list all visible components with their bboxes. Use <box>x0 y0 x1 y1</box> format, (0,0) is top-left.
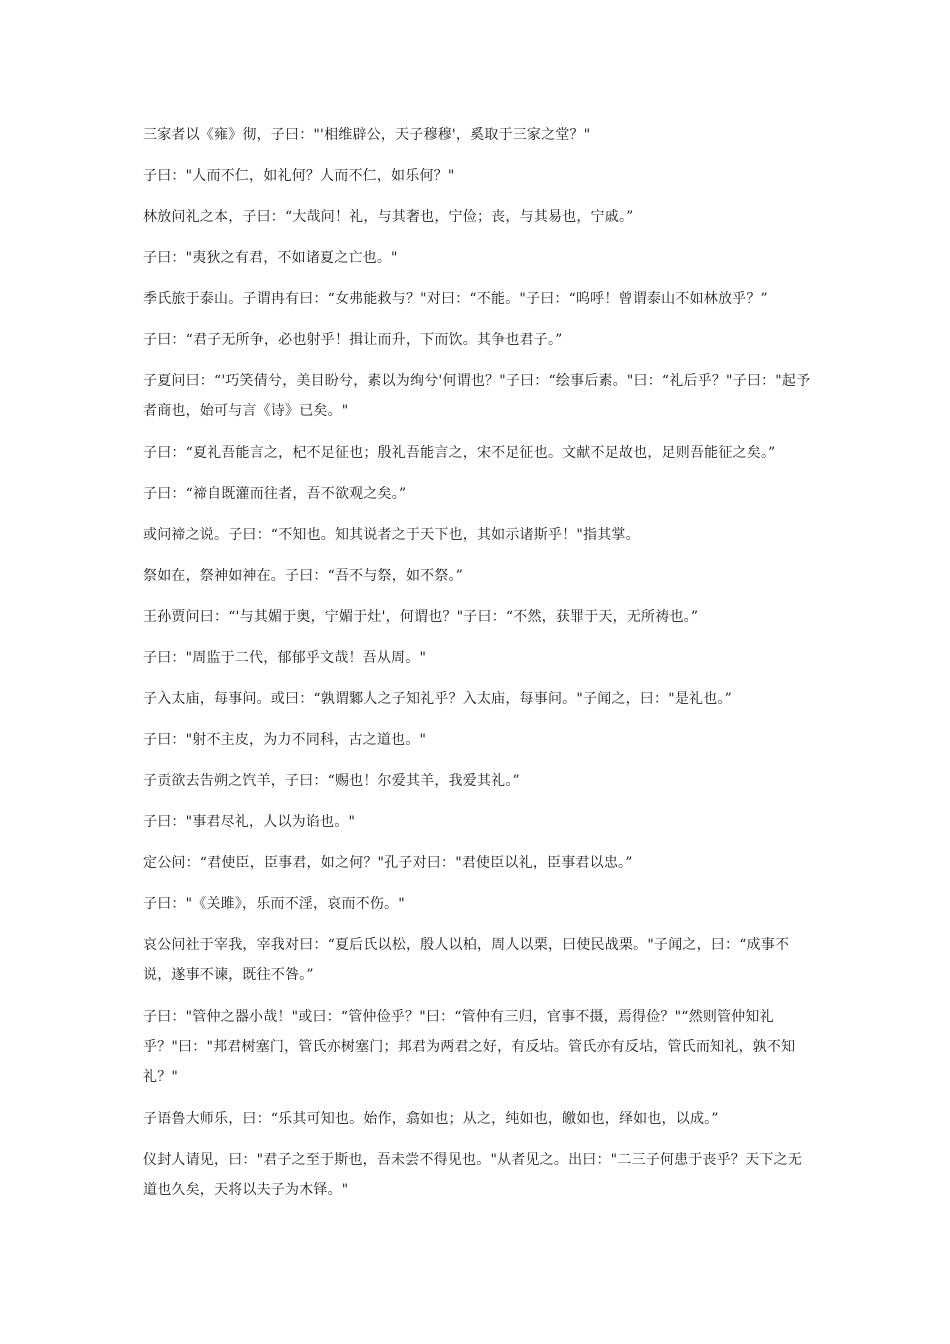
paragraph-3: 林放问礼之本，子曰：“大哉问！礼，与其奢也，宁俭；丧，与其易也，宁戚。” <box>143 209 634 225</box>
paragraph-8: 子曰：“夏礼吾能言之，杞不足征也；殷礼吾能言之，宋不足征也。文献不足故也，足则吾能征之矣。” <box>143 445 776 461</box>
paragraph-14: 子入太庙，每事问。或曰：“孰谓鄹人之子知礼乎？入太庙，每事问。"子闻之，曰："是礼也。” <box>143 691 732 707</box>
paragraph-16: 子贡欲去告朔之饩羊，子曰：“赐也！尔爱其羊，我爱其礼。” <box>143 773 520 789</box>
paragraph-2: 子曰："人而不仁，如礼何？人而不仁，如乐何？" <box>143 168 455 184</box>
paragraph-21: 子曰："管仲之器小哉！"或曰：“管仲俭乎？"曰：“管仲有三归，官事不摄，焉得俭？"“然则管仲知礼乎？"曰："邦君树塞门，管氏亦树塞门；邦君为两君之好，有反坫。管氏亦有反坫，管氏而知礼，孰不知礼？" <box>143 1009 796 1085</box>
paragraph-7: 子夏问曰：“'巧笑倩兮，美目盼兮，素以为绚兮'何谓也？"子曰：“绘事后素。"曰：“礼后乎？"子曰："起予者商也，始可与言《诗》已矣。" <box>143 373 811 419</box>
paragraph-19: 子曰："《关雎》，乐而不淫，哀而不伤。" <box>143 896 405 912</box>
paragraph-22: 子语鲁大师乐，曰：“乐其可知也。始作，翕如也；从之，纯如也，皦如也，绎如也，以成。” <box>143 1111 719 1127</box>
paragraph-12: 王孙贾问曰：“'与其媚于奥，宁媚于灶'，何谓也？"子曰：“不然，获罪于天，无所祷也。” <box>143 609 699 625</box>
paragraph-4: 子曰："夷狄之有君，不如诸夏之亡也。" <box>143 250 398 266</box>
paragraph-15: 子曰："射不主皮，为力不同科，古之道也。" <box>143 732 427 748</box>
paragraph-11: 祭如在，祭神如神在。子曰：“吾不与祭，如不祭。” <box>143 568 464 584</box>
paragraph-18: 定公问：“君使臣，臣事君，如之何？"孔子对曰："君使臣以礼，臣事君以忠。” <box>143 855 633 871</box>
paragraph-20: 哀公问社于宰我，宰我对曰：“夏后氏以松，殷人以柏，周人以栗，曰使民战栗。"子闻之，曰：“成事不说，遂事不谏，既往不咎。” <box>143 937 790 983</box>
paragraph-17: 子曰："事君尽礼，人以为谄也。" <box>143 814 356 830</box>
paragraph-6: 子曰：“君子无所争，必也射乎！揖让而升，下而饮。其争也君子。” <box>143 332 563 348</box>
paragraph-9: 子曰：“禘自既灌而往者，吾不欲观之矣。” <box>143 486 407 502</box>
paragraph-23: 仪封人请见，曰："君子之至于斯也，吾未尝不得见也。"从者见之。出曰："二三子何患于丧乎？天下之无道也久矣，天将以夫子为木铎。" <box>143 1152 802 1198</box>
paragraph-10: 或问禘之说。子曰：“不知也。知其说者之于天下也，其如示诸斯乎！"指其掌。 <box>143 527 640 543</box>
paragraph-13: 子曰："周监于二代，郁郁乎文哉！吾从周。" <box>143 650 427 666</box>
paragraph-5: 季氏旅于泰山。子谓冉有曰：“女弗能救与？"对曰：“不能。"子曰：“呜呼！曾谓泰山不如林放乎？” <box>143 291 768 307</box>
paragraph-1: 三家者以《雍》彻，子曰："'相维辟公，天子穆穆'，奚取于三家之堂？" <box>143 127 591 143</box>
